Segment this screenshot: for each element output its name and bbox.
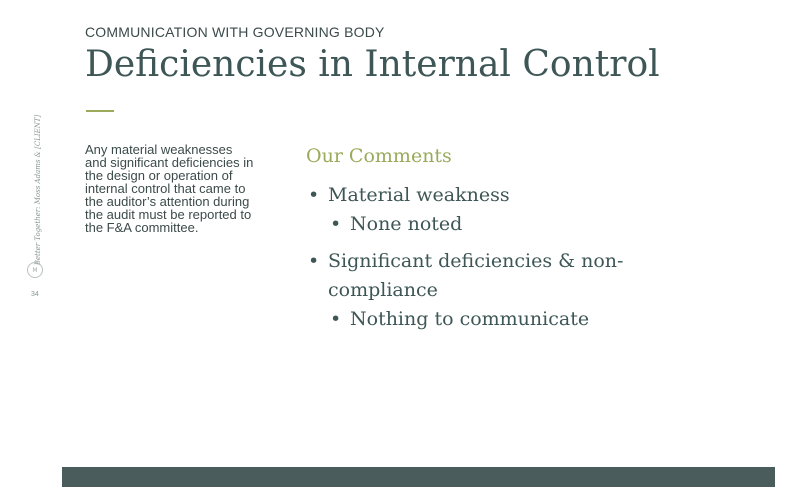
page-number: 34 <box>31 291 39 298</box>
sidebar-vertical-text: Better Together: Moss Adams & [CLIENT] <box>34 114 42 266</box>
comment-item-label: Significant deficiencies & non-compliance <box>328 250 624 301</box>
title-accent-rule <box>86 110 114 112</box>
logo-glyph: M <box>32 266 38 274</box>
section-eyebrow: COMMUNICATION WITH GOVERNING BODY <box>85 24 385 40</box>
comment-sublist <box>328 305 666 334</box>
footer-bar <box>62 467 775 487</box>
comment-item <box>306 181 666 239</box>
firm-logo-icon <box>27 262 43 278</box>
comment-subitem: • Nothing to communicate <box>328 305 666 334</box>
comment-item-label: Material weakness <box>328 184 510 206</box>
comment-item <box>306 247 666 334</box>
slide-title: Deficiencies in Internal Control <box>85 44 660 85</box>
comments-panel <box>306 145 666 342</box>
comment-subitem: • None noted <box>328 210 666 239</box>
comments-list <box>306 181 666 334</box>
comment-sublist <box>328 210 666 239</box>
requirement-description: Any material weaknesses and significant deficiencies in the design or operation of internal control that came to the auditor’s attention during the audit must be reported to the F&A committee. <box>85 142 254 235</box>
comments-heading: Our Comments <box>306 145 452 167</box>
